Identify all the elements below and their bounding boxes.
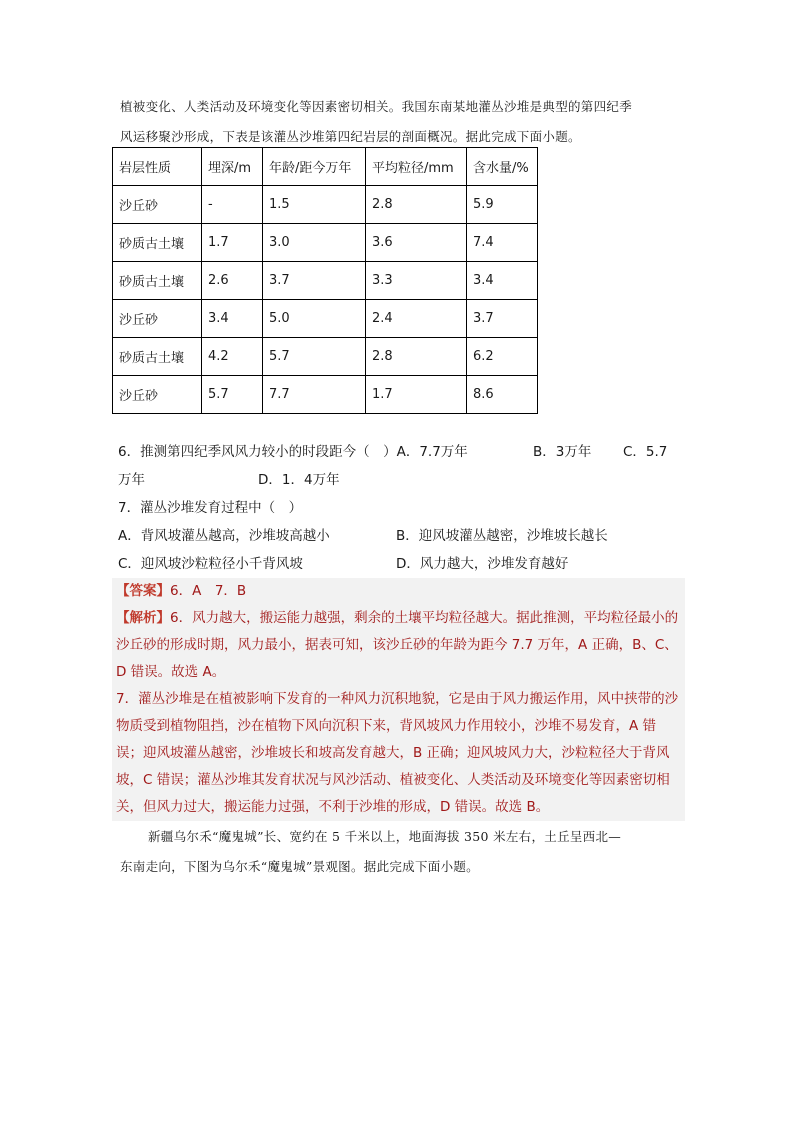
table-row — [113, 262, 538, 300]
table-row — [113, 338, 538, 376]
table-cell: 1.7 — [366, 376, 467, 414]
q6-option-c: C．5.7 — [623, 444, 668, 460]
q7-stem: 7．灌丛沙堆发育过程中（ ） — [118, 500, 303, 516]
table-cell: 2.6 — [202, 262, 263, 300]
intro-line-2: 风运移聚沙形成，下表是该灌丛沙堆第四纪岩层的剖面概况。据此完成下面小题。 — [120, 129, 581, 144]
q7-option-b: B．迎风坡灌丛越密，沙堆坡长越长 — [396, 528, 608, 544]
table-cell: 4.2 — [202, 338, 263, 376]
analysis-q7: 7．灌丛沙堆是在植被影响下发育的一种风力沉积地貌，它是由于风力搬运作用，风中挟带的沙物质受到植物阻挡，沙在植物下风向沉积下来，背风坡风力作用较小，沙堆不易发育，A 错误；迎风坡灌丛越密，沙堆坡长和坡高发育越大，B 正确；迎风坡风力大，沙粒粒径大于背风坡，C 错误；灌丛沙堆其发育状况与风沙活动、植被变化、人类活动及环境变化等因素密切相关，但风力过大，搬运能力过强，不利于沙堆的形成，D 错误。故选 B。 — [116, 691, 679, 815]
outro-paragraph — [120, 822, 680, 882]
question-7 — [118, 496, 688, 580]
table-cell: 3.7 — [467, 300, 538, 338]
table-cell: 3.6 — [366, 224, 467, 262]
table-row — [113, 376, 538, 414]
q6-option-d: D．1．4万年 — [258, 472, 340, 488]
table-cell: 5.7 — [202, 376, 263, 414]
table-cell: 沙丘砂 — [113, 376, 202, 414]
table-cell: 7.4 — [467, 224, 538, 262]
table-cell: 1.7 — [202, 224, 263, 262]
intro-line-1: 植被变化、人类活动及环境变化等因素密切相关。我国东南某地灌丛沙堆是典型的第四纪季 — [120, 99, 633, 114]
table-row — [113, 224, 538, 262]
answer-analysis-box — [112, 578, 685, 821]
table-row — [113, 300, 538, 338]
table-cell: 1.5 — [263, 186, 366, 224]
table-cell: 8.6 — [467, 376, 538, 414]
q6-option-b: B．3万年 — [533, 444, 592, 460]
answer-text: 6．A 7．B — [170, 583, 247, 599]
intro-paragraph — [120, 92, 680, 152]
table-cell: 5.9 — [467, 186, 538, 224]
table-cell: 2.8 — [366, 186, 467, 224]
table-cell: 3.7 — [263, 262, 366, 300]
table-cell: 沙丘砂 — [113, 186, 202, 224]
strata-table — [112, 147, 538, 414]
table-row — [113, 186, 538, 224]
q6-line2: 万年 — [118, 472, 145, 488]
q7-option-c: C．迎风坡沙粒粒径小千背风坡 — [118, 556, 303, 572]
table-cell: 7.7 — [263, 376, 366, 414]
header-cell: 岩层性质 — [113, 148, 202, 186]
header-cell: 埋深/m — [202, 148, 263, 186]
header-cell: 含水量/% — [467, 148, 538, 186]
table-cell: 沙丘砂 — [113, 300, 202, 338]
analysis-q6-text: 6．风力越大，搬运能力越强，剩余的土壤平均粒径越大。据此推测，平均粒径最小的沙丘砂的形成时期，风力最小，据表可知，该沙丘砂的年龄为距今 7.7 万年，A 正确，B、C、D 错误。故选 A。 — [116, 610, 679, 680]
table-cell: 3.4 — [467, 262, 538, 300]
outro-line-1-text: 新疆乌尔禾“魔鬼城”长、宽约在 5 千米以上，地面海拔 350 米左右，土丘呈西北— — [148, 829, 622, 844]
q7-option-a: A．背风坡灌丛越高，沙堆坡高越小 — [118, 528, 330, 544]
header-cell: 平均粒径/mm — [366, 148, 467, 186]
table-cell: 2.8 — [366, 338, 467, 376]
table-cell: 砂质古土壤 — [113, 262, 202, 300]
answer-tag: 【答案】 — [116, 583, 170, 599]
table-cell: 5.7 — [263, 338, 366, 376]
table-cell: - — [202, 186, 263, 224]
table-cell: 3.3 — [366, 262, 467, 300]
analysis-q6 — [116, 605, 681, 686]
answer-line — [116, 578, 681, 605]
table-cell: 6.2 — [467, 338, 538, 376]
header-cell: 年龄/距今万年 — [263, 148, 366, 186]
analysis-tag: 【解析】 — [116, 610, 170, 626]
outro-line-2: 东南走向，下图为乌尔禾“魔鬼城”景观图。据此完成下面小题。 — [120, 859, 479, 874]
q7-option-d: D．风力越大，沙堆发育越好 — [396, 556, 569, 572]
table-cell: 3.4 — [202, 300, 263, 338]
table-cell: 砂质古土壤 — [113, 338, 202, 376]
outro-line-1 — [120, 822, 680, 852]
table-cell: 3.0 — [263, 224, 366, 262]
table-cell: 5.0 — [263, 300, 366, 338]
question-6 — [118, 440, 688, 496]
table-header-row — [113, 148, 538, 186]
table-cell: 砂质古土壤 — [113, 224, 202, 262]
table-cell: 2.4 — [366, 300, 467, 338]
q6-stem: 6．推测第四纪季风风力较小的时段距今（ ）A．7.7万年 — [118, 444, 468, 460]
